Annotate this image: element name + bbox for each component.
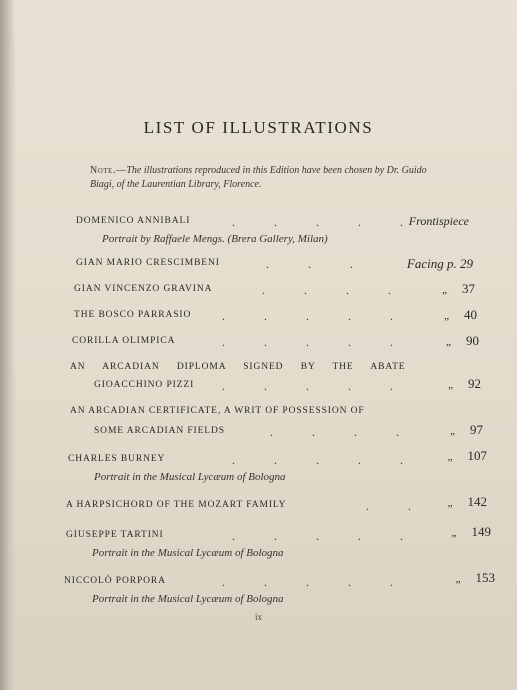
ditto-mark: „: [442, 284, 448, 296]
entry-page: [448, 494, 487, 510]
ditto-mark: „: [448, 379, 454, 391]
note-lead: Note.—: [90, 165, 127, 176]
entry-page: [456, 570, 495, 586]
entry-title: GIAN MARIO CRESCIMBENI: [76, 258, 220, 268]
entry-title: GIUSEPPE TARTINI: [66, 530, 164, 540]
ditto-mark: „: [451, 527, 458, 539]
entry-title-continued: GIOACCHINO PIZZI: [94, 380, 195, 390]
entry-page-number: 40: [464, 307, 477, 322]
entry-title: AN ARCADIAN CERTIFICATE, A WRIT OF POSSESSION OF: [70, 406, 365, 416]
entry-caption: Portrait in the Musical Lycæum of Bologna: [92, 593, 284, 605]
entry-caption: Portrait in the Musical Lycæum of Bologna: [94, 471, 286, 483]
page-title: LIST OF ILLUSTRATIONS: [143, 118, 374, 137]
entry-title: CHARLES BURNEY: [68, 454, 166, 464]
entry-caption: Portrait by Raffaele Mengs. (Brera Gallery, Milan): [102, 233, 328, 245]
leader-dots: . . . . .: [232, 529, 403, 543]
leader-dots: . . .: [266, 257, 353, 271]
ditto-mark: „: [455, 573, 462, 585]
entry-page-number: 37: [462, 281, 475, 296]
entry-title: NICCOLÒ PORPORA: [64, 576, 166, 586]
entry-page-number: 107: [467, 448, 487, 463]
leader-dots: . .: [366, 499, 411, 513]
leader-dots: . . . . .: [222, 335, 393, 349]
leader-dots: . . . . .: [232, 453, 403, 467]
entry-title: GIAN VINCENZO GRAVINA: [74, 284, 213, 294]
entry-title: A HARPSICHORD OF THE MOZART FAMILY: [66, 500, 287, 510]
page-gutter-shadow: [0, 0, 16, 690]
leader-dots: . . . .: [262, 283, 391, 297]
leader-dots: . . . . .: [222, 379, 393, 393]
page-folio: ix: [254, 612, 262, 622]
ditto-mark: „: [444, 310, 450, 322]
entry-title: DOMENICO ANNIBALI: [76, 216, 191, 226]
entry-caption: Portrait in the Musical Lycæum of Bologna: [92, 547, 284, 559]
entry-title-continued: SOME ARCADIAN FIELDS: [94, 426, 225, 436]
entry-page-number: 92: [468, 376, 481, 391]
entry-page-number: 149: [471, 524, 491, 539]
entry-page: [407, 256, 473, 272]
entry-page: [452, 524, 491, 540]
entry-page: [448, 448, 487, 464]
ditto-mark: „: [446, 336, 452, 348]
leader-dots: . . . . .: [232, 215, 403, 229]
leader-dots: . . . . .: [222, 575, 393, 589]
ditto-mark: „: [447, 451, 454, 463]
entry-title: THE BOSCO PARRASIO: [74, 310, 192, 320]
entry-page: [448, 376, 481, 392]
entry-page-number: 153: [475, 570, 495, 585]
entry-title: CORILLA OLIMPICA: [72, 336, 176, 346]
entry-page: [442, 281, 475, 297]
entry-page-number: 142: [467, 494, 487, 509]
leader-dots: . . . . .: [222, 309, 393, 323]
leader-dots: . . . .: [270, 425, 399, 439]
ditto-mark: „: [450, 425, 456, 437]
editorial-note: [90, 164, 440, 192]
entry-title: AN ARCADIAN DIPLOMA SIGNED BY THE ABATE: [70, 362, 406, 372]
entry-page-number: 90: [466, 333, 479, 348]
entry-page: [450, 422, 483, 438]
entry-page-number: 97: [470, 422, 483, 437]
entry-page: Frontispiece: [408, 214, 469, 228]
entry-page-label: Facing p. 29: [406, 256, 473, 271]
note-text: The illustrations reproduced in this Edition have been chosen by Dr. Guido Biagi, of the Laurentian Library, Florence.: [90, 165, 427, 190]
ditto-mark: „: [447, 497, 454, 509]
entry-page: [444, 307, 477, 323]
entry-page: [446, 333, 479, 349]
